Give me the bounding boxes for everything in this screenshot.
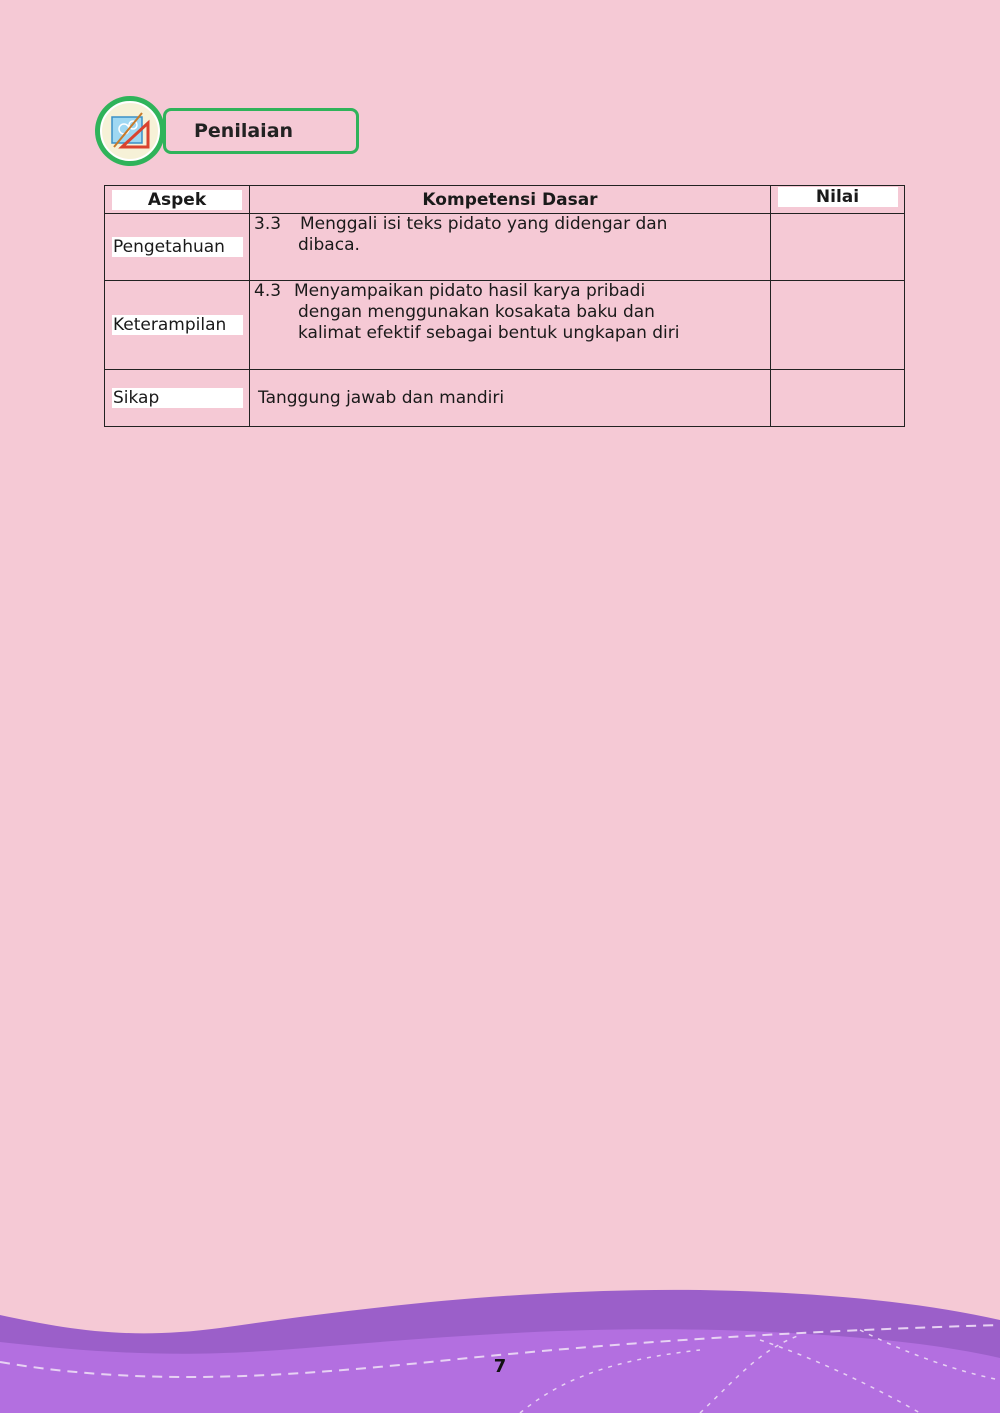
aspect-cell: Keterampilan (105, 281, 250, 370)
header-aspect: Aspek (105, 186, 250, 214)
table-row (105, 281, 905, 370)
kd-number: 4.3 (254, 281, 282, 301)
table-header-row (105, 186, 905, 214)
aspect-cell: Sikap (105, 370, 250, 427)
kd-line: 4.3 Menyampaikan pidato hasil karya pribadi (254, 281, 646, 301)
page-number: 7 (493, 1356, 507, 1377)
footer-wave (0, 1280, 1000, 1413)
kd-line: kalimat efektif sebagai bentuk ungkapan diri (298, 323, 680, 343)
section-header (95, 96, 365, 166)
nilai-cell[interactable] (771, 281, 905, 370)
kd-cell: Tanggung jawab dan mandiri (250, 370, 771, 427)
section-title: Penilaian (194, 120, 294, 142)
header-kompetensi-dasar: Kompetensi Dasar (250, 186, 771, 214)
table-row (105, 214, 905, 281)
kd-line: dibaca. (298, 235, 360, 255)
kd-line: 3.3 Menggali isi teks pidato yang didengar dan (254, 214, 668, 234)
assessment-table (104, 185, 905, 427)
aspect-cell: Pengetahuan (105, 214, 250, 281)
table-row (105, 370, 905, 427)
kd-number: 3.3 (254, 214, 282, 234)
header-nilai: Nilai (771, 186, 905, 214)
kd-cell (250, 281, 771, 370)
kd-line: dengan menggunakan kosakata baku dan (298, 302, 655, 322)
ruler-triangle-icon (95, 96, 165, 166)
nilai-cell[interactable] (771, 214, 905, 281)
section-title-box (163, 108, 359, 154)
kd-cell (250, 214, 771, 281)
nilai-cell[interactable] (771, 370, 905, 427)
